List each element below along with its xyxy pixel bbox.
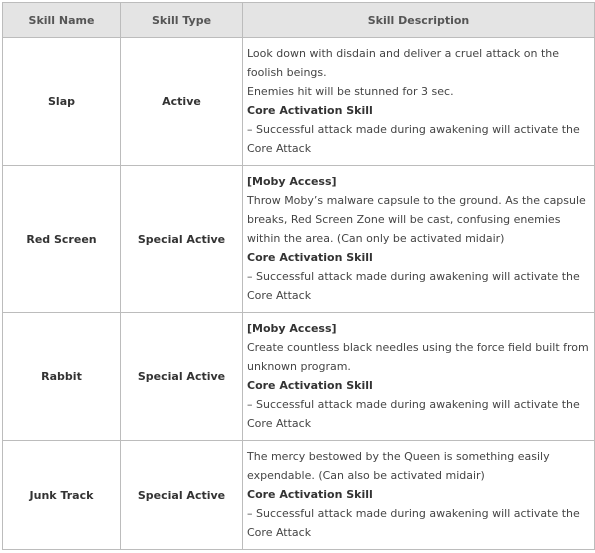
- skill-description-cell: [243, 441, 595, 550]
- skill-type-cell: Active: [121, 38, 243, 166]
- core-activation-label: Core Activation Skill: [247, 488, 373, 501]
- header-row: [3, 3, 595, 38]
- skill-type-cell: Special Active: [121, 313, 243, 441]
- description-line: – Successful attack made during awakening will activate the Core Attack: [247, 398, 580, 430]
- description-line: Look down with disdain and deliver a cruel attack on the foolish beings.: [247, 47, 560, 79]
- header-skill-type: Skill Type: [121, 3, 243, 38]
- header-skill-description: Skill Description: [243, 3, 595, 38]
- table-body: [3, 38, 595, 550]
- description-line: – Successful attack made during awakening will activate the Core Attack: [247, 270, 580, 302]
- skill-name-cell: Red Screen: [3, 166, 121, 313]
- access-label: [Moby Access]: [247, 175, 337, 188]
- description-line: – Successful attack made during awakening will activate the Core Attack: [247, 507, 580, 539]
- skill-description-cell: [243, 166, 595, 313]
- skill-description-cell: [243, 38, 595, 166]
- core-activation-label: Core Activation Skill: [247, 379, 373, 392]
- skill-name-cell: Rabbit: [3, 313, 121, 441]
- description-line: Enemies hit will be stunned for 3 sec.: [247, 85, 454, 98]
- skill-description-cell: [243, 313, 595, 441]
- description-line: The mercy bestowed by the Queen is something easily expendable. (Can also be activated midair): [247, 450, 550, 482]
- table-row: [3, 166, 595, 313]
- core-activation-label: Core Activation Skill: [247, 104, 373, 117]
- skill-type-cell: Special Active: [121, 166, 243, 313]
- core-activation-label: Core Activation Skill: [247, 251, 373, 264]
- table-row: [3, 38, 595, 166]
- header-skill-name: Skill Name: [3, 3, 121, 38]
- table-row: [3, 441, 595, 550]
- skills-table: [2, 2, 595, 550]
- access-label: [Moby Access]: [247, 322, 337, 335]
- description-line: – Successful attack made during awakening will activate the Core Attack: [247, 123, 580, 155]
- table-row: [3, 313, 595, 441]
- description-line: Create countless black needles using the force field built from unknown program.: [247, 341, 589, 373]
- table-header: [3, 3, 595, 38]
- description-line: Throw Moby’s malware capsule to the ground. As the capsule breaks, Red Screen Zone will be cast, confusing enemies within the area. (Can only be activated midair): [247, 194, 586, 245]
- skill-name-cell: Slap: [3, 38, 121, 166]
- skill-type-cell: Special Active: [121, 441, 243, 550]
- skill-name-cell: Junk Track: [3, 441, 121, 550]
